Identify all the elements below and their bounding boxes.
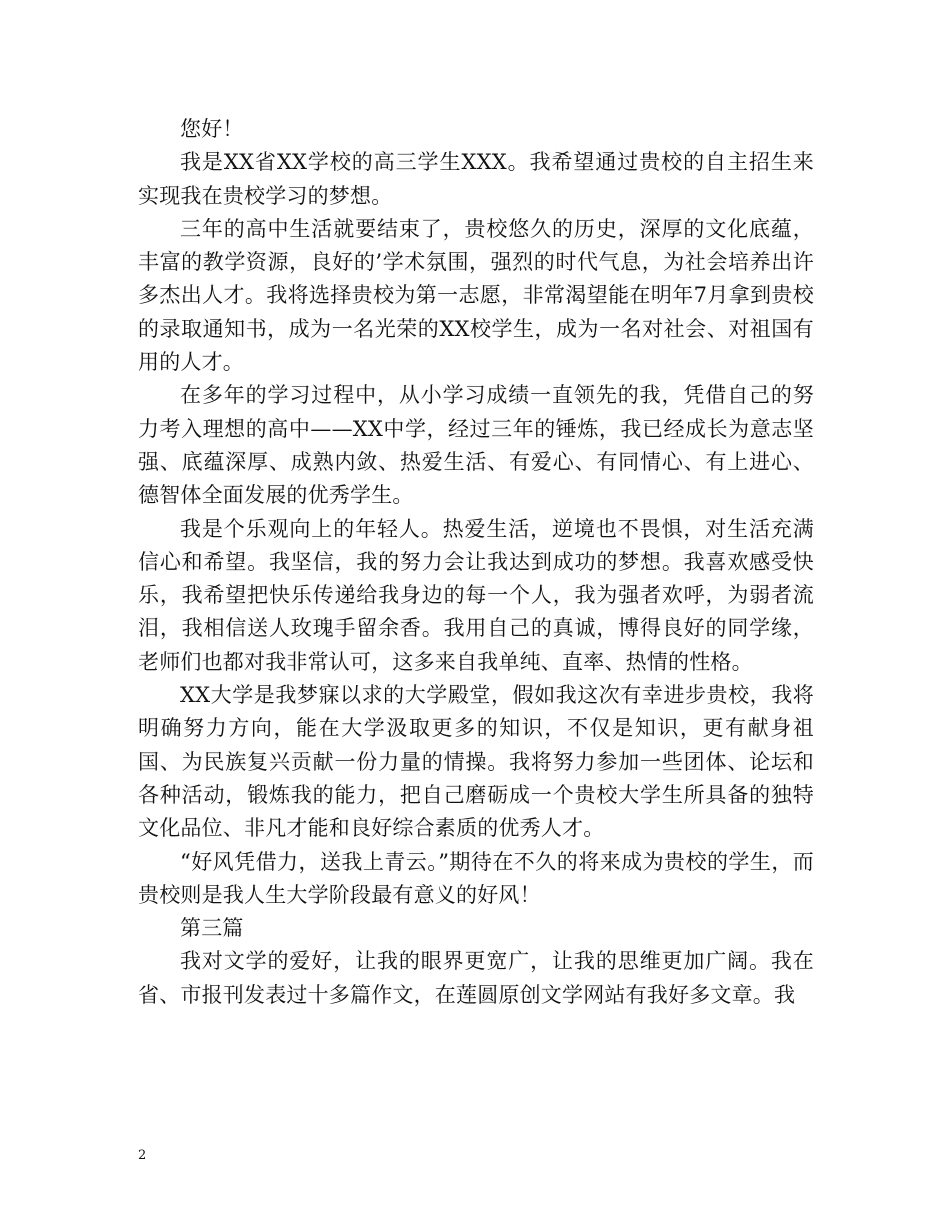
university-paragraph: XX大学是我梦寐以求的大学殿堂，假如我这次有幸进步贵校，我将明确努力方向，能在大学汲取更多的知识，不仅是知识，更有献身祖国、为民族复兴贡献一份力量的情操。我将努力参加一些团体、论坛和各种活动，锻炼我的能力，把自己磨砺成一个贵校大学生所具备的独特文化品位、非凡才能和良好综合素质的优秀人才。 bbox=[138, 683, 814, 841]
greeting-paragraph: 您好！ bbox=[180, 117, 244, 141]
study-paragraph: 在多年的学习过程中，从小学习成绩一直领先的我，凭借自己的努力考入理想的高中——XX中学，经过三年的锤炼，我已经成长为意志坚强、底蕴深厚、成熟内敛、热爱生活、有爱心、有同情心、有上进心、德智体全面发展的优秀学生。 bbox=[138, 383, 814, 508]
document-body bbox=[138, 113, 814, 1012]
intro-paragraph: 我是XX省XX学校的高三学生XXX。我希望通过贵校的自主招生来实现我在贵校学习的梦想。 bbox=[138, 150, 814, 208]
personality-paragraph: 我是个乐观向上的年轻人。热爱生活，逆境也不畏惧，对生活充满信心和希望。我坚信，我的努力会让我达到成功的梦想。我喜欢感受快乐，我希望把快乐传递给我身边的每一个人，我为强者欢呼，为弱者流泪，我相信送人玫瑰手留余香。我用自己的真诚，博得良好的同学缘，老师们也都对我非常认可，这多来自我单纯、直率、热情的性格。 bbox=[138, 516, 814, 674]
page-number: 2 bbox=[138, 1148, 147, 1163]
section-heading: 第三篇 bbox=[180, 916, 244, 941]
closing-paragraph: “好风凭借力，送我上青云。”期待在不久的将来成为贵校的学生，而贵校则是我人生大学阶段最有意义的好风！ bbox=[138, 849, 814, 907]
school-paragraph: 三年的高中生活就要结束了，贵校悠久的历史，深厚的文化底蕴，丰富的教学资源，良好的’学术氛围，强烈的时代气息，为社会培养出许多杰出人才。我将选择贵校为第一志愿，非常渴望能在明年7月拿到贵校的录取通知书，成为一名光荣的XX校学生，成为一名对社会、对祖国有用的人才。 bbox=[138, 216, 814, 375]
literature-paragraph: 我对文学的爱好，让我的眼界更宽广，让我的思维更加广阔。我在省、市报刊发表过十多篇作文，在莲圆原创文学网站有我好多文章。我 bbox=[138, 949, 814, 1007]
